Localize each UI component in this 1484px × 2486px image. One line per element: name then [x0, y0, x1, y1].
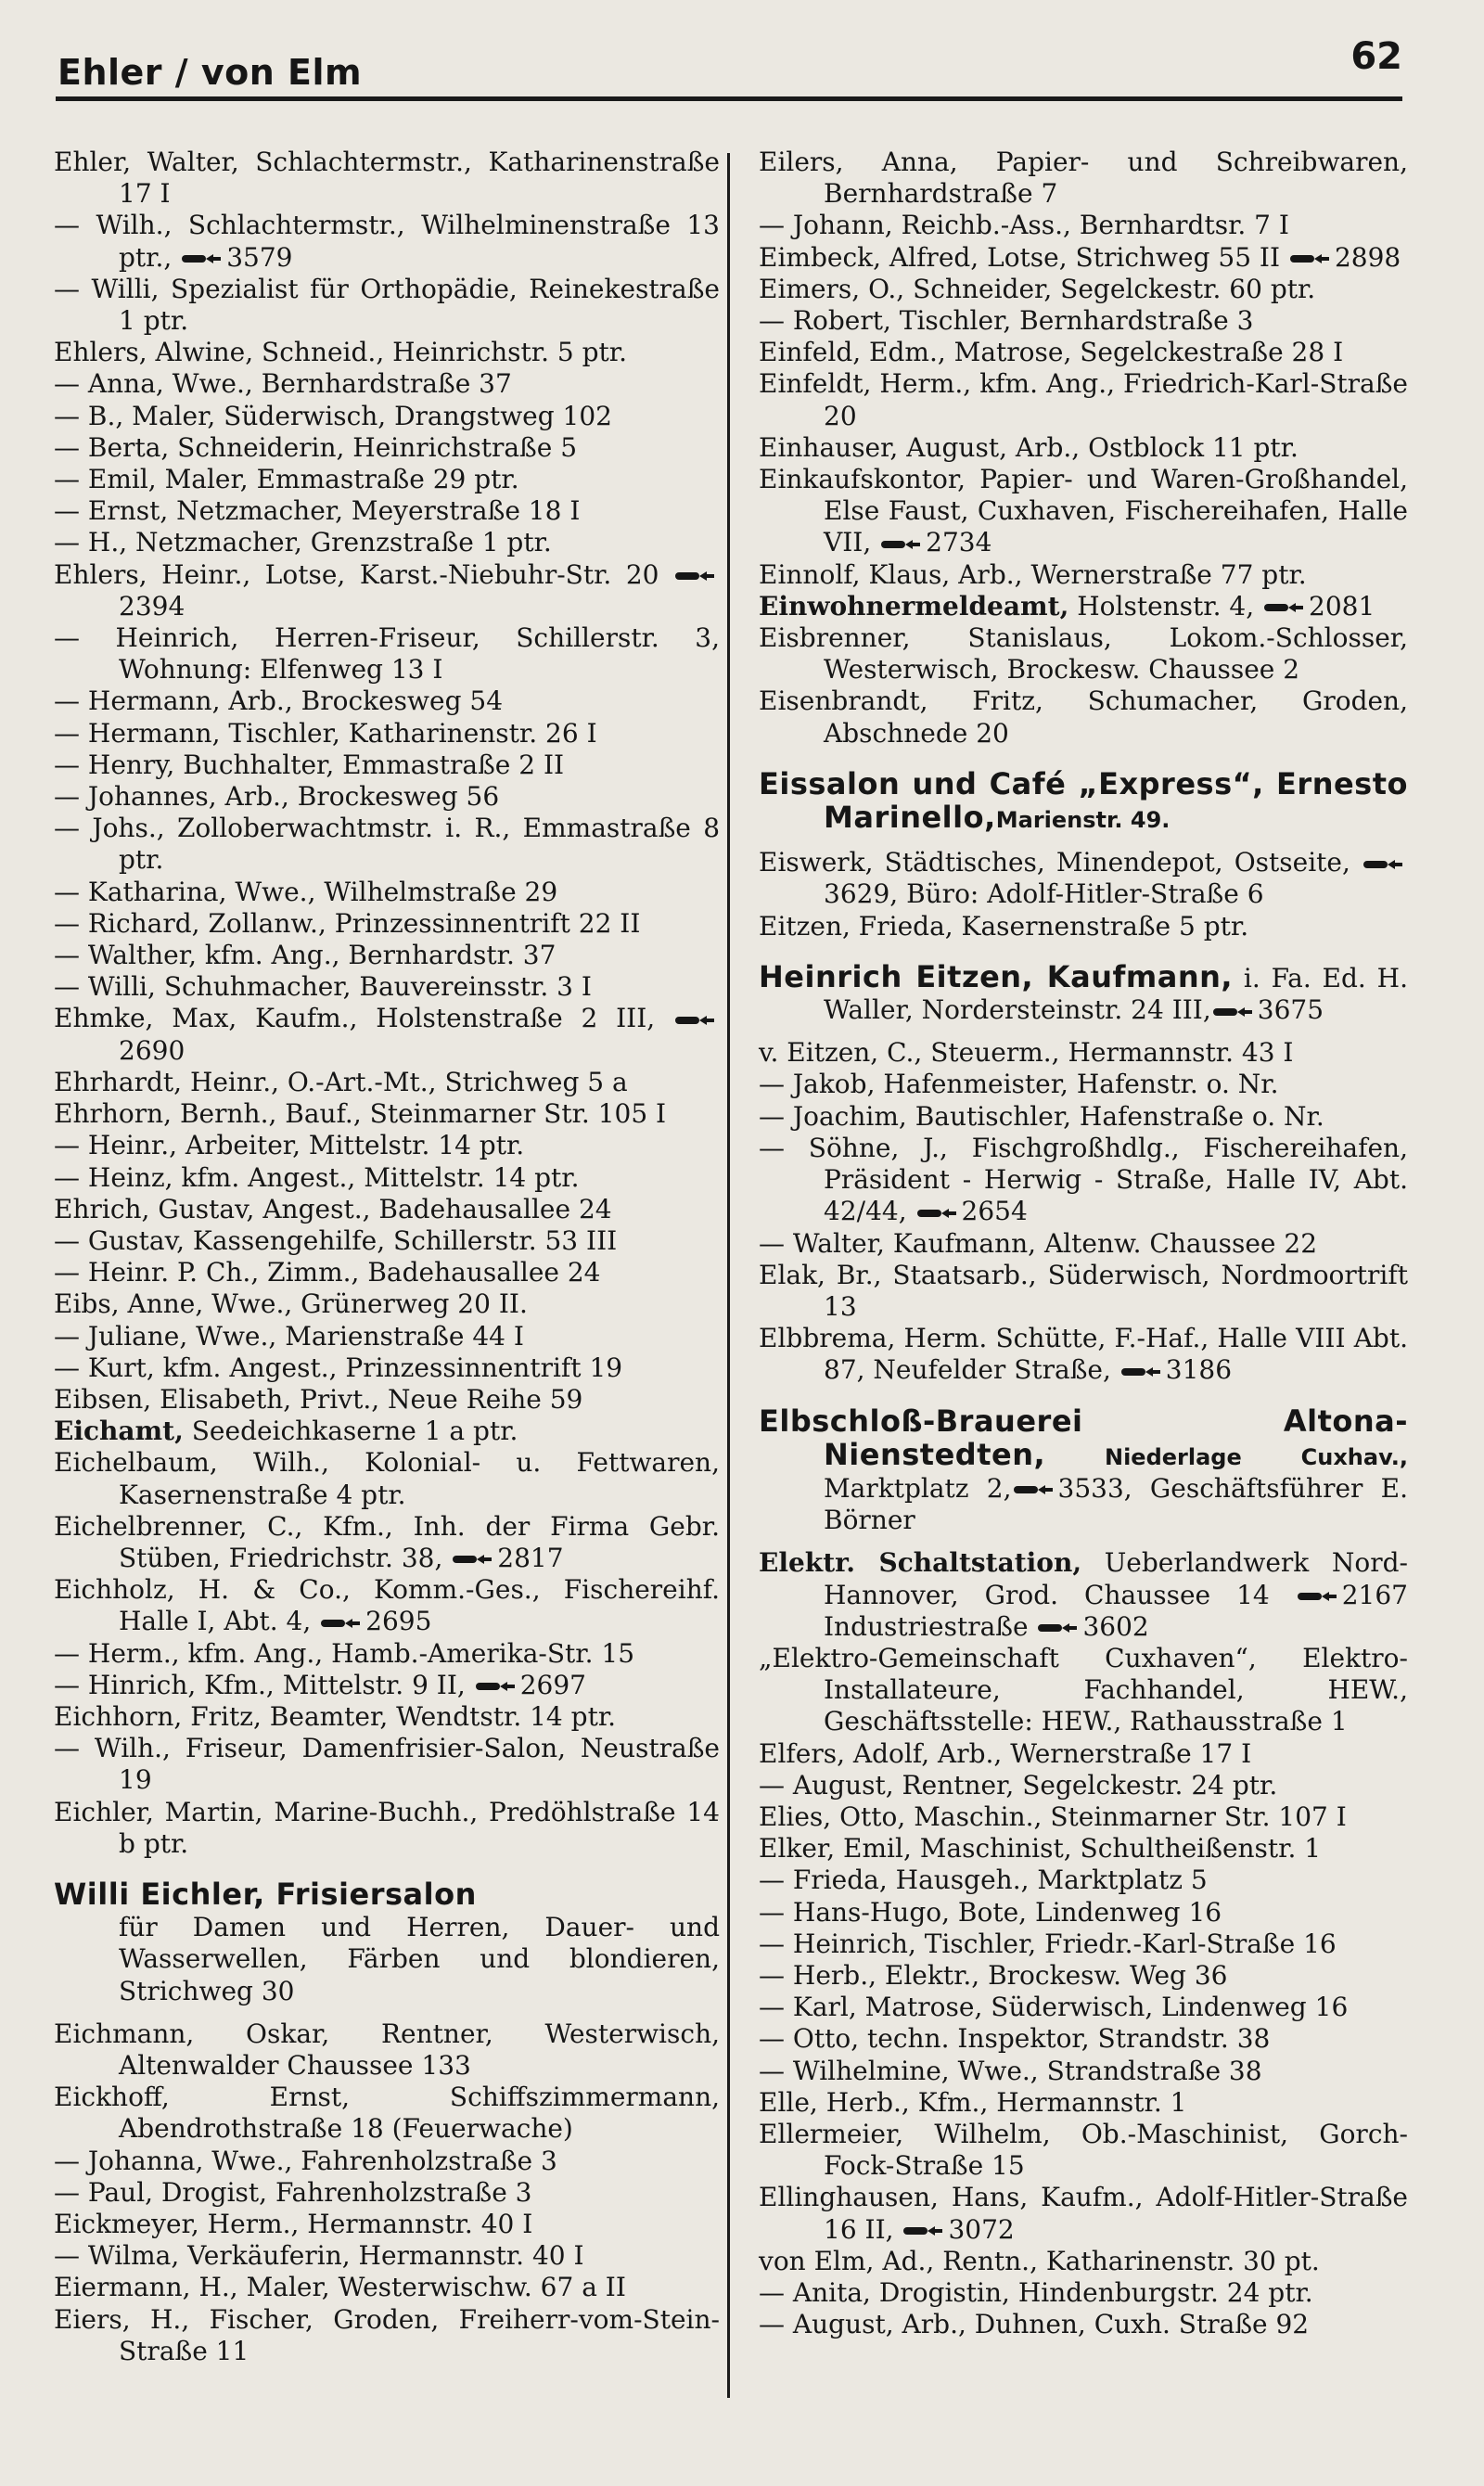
directory-entry — [54, 1384, 720, 1416]
ad-description-text: für Damen und Herren, Dauer- und Wasserwellen, Färben und blondieren, Strichweg 30 — [119, 1912, 720, 2006]
ad-tail-text: Marienstr. 49. — [995, 807, 1171, 834]
entry-text: Gustav, Kassengehilfe, Schillerstr. 53 III — [87, 1224, 618, 1256]
entry-text: Johs., Zolloberwachtmstr. i. R., Emmastraße 8 ptr. — [92, 813, 721, 876]
directory-entry — [54, 1797, 720, 1860]
sub-entry — [759, 1069, 1408, 1100]
entry-text: Elfers, Adolf, Arb., Wernerstraße 17 I — [759, 1737, 1252, 1769]
sub-entry — [54, 1162, 720, 1194]
advertisement-entry — [759, 765, 1408, 836]
telephone-icon — [182, 252, 221, 265]
phone-number: 2081 — [1309, 590, 1375, 622]
ad-spacer — [759, 1536, 1408, 1547]
entry-text: Eibsen, Elisabeth, Privt., Neue Reihe 59 — [54, 1383, 583, 1415]
sub-entry — [759, 1992, 1408, 2023]
directory-entry — [54, 2304, 720, 2367]
telephone-icon — [917, 1207, 956, 1220]
sub-entry — [54, 1257, 720, 1288]
right-column — [759, 147, 1408, 2340]
telephone-icon — [1121, 1365, 1160, 1378]
sub-entry — [759, 1228, 1408, 1260]
sub-entry — [54, 274, 720, 337]
sub-entry — [759, 1929, 1408, 1960]
entry-text: Johanna, Wwe., Fahrenholzstraße 3 — [87, 2145, 557, 2176]
sub-entry — [759, 2277, 1408, 2309]
sub-entry — [54, 527, 720, 558]
directory-entry — [759, 686, 1408, 749]
entry-text: Willi, Spezialist für Orthopädie, Reinekestraße 1 ptr. — [91, 273, 721, 337]
page-range-heading: Ehler / von Elm — [58, 52, 363, 93]
entry-text: Eibs, Anne, Wwe., Grünerweg 20 II. — [54, 1288, 528, 1320]
entry-text: Einfeldt, Herm., kfm. Ang., Friedrich-Karl-Straße 20 — [759, 368, 1408, 431]
entry-text: Eiswerk, Städtisches, Minendepot, Ostseite, — [759, 847, 1350, 878]
entry-text: Frieda, Hausgeh., Marktplatz 5 — [792, 1864, 1208, 1896]
directory-entry — [54, 2082, 720, 2145]
sub-entry — [759, 1101, 1408, 1133]
phone-number: 2898 — [1334, 241, 1401, 273]
entry-text: Juliane, Wwe., Marienstraße 44 I — [87, 1320, 524, 1352]
directory-entry — [54, 2209, 720, 2240]
entry-text: Wilh., Friseur, Damenfrisier-Salon, Neustraße 19 — [94, 1733, 721, 1796]
directory-entry — [759, 1323, 1408, 1386]
sub-entry — [759, 210, 1408, 241]
sub-entry — [759, 1960, 1408, 1992]
directory-entry — [54, 1701, 720, 1733]
directory-entry — [54, 1194, 720, 1225]
directory-entry — [54, 559, 720, 622]
entry-text: Joachim, Bautischler, Hafenstraße o. Nr. — [792, 1100, 1324, 1132]
telephone-icon — [1264, 601, 1303, 614]
entry-text: Eimers, O., Schneider, Segelckestr. 60 ptr. — [759, 273, 1316, 304]
entry-text: Herm., kfm. Ang., Hamb.-Amerika-Str. 15 — [87, 1637, 635, 1669]
entry-text: Heinrich, Tischler, Friedr.-Karl-Straße 16 — [792, 1928, 1337, 1959]
directory-entry — [759, 622, 1408, 686]
directory-entry — [759, 1547, 1408, 1643]
entry-text: Anita, Drogistin, Hindenburgstr. 24 ptr. — [792, 2277, 1313, 2308]
telephone-icon — [903, 2224, 942, 2237]
phone-number: 3675 — [1257, 994, 1324, 1026]
entry-text: Karl, Matrose, Süderwisch, Lindenweg 16 — [792, 1992, 1349, 2023]
entry-text: Elak, Br., Staatsarb., Süderwisch, Nordmoortrift 13 — [759, 1259, 1408, 1322]
advertisement-entry — [759, 1405, 1408, 1537]
ad-business-name: Willi Eichler, Frisiersalon — [54, 1876, 477, 1912]
entry-text: Holstenstr. 4, — [1068, 590, 1255, 622]
page-header — [58, 26, 1402, 100]
ad-tail-text: Niederlage Cuxhav., — [1045, 1443, 1408, 1470]
directory-entry — [54, 1416, 720, 1447]
entry-text: Wilma, Verkäuferin, Hermannstr. 40 I — [87, 2240, 584, 2272]
phone-number: 2734 — [926, 527, 992, 558]
sub-entry — [54, 210, 720, 273]
ad-business-name: Eissalon und Café „Express“, Ernesto Marinello, — [759, 765, 1408, 836]
entry-text: Berta, Schneiderin, Heinrichstraße 5 — [87, 431, 578, 463]
sub-entry — [54, 686, 720, 717]
directory-entry — [759, 1801, 1408, 1833]
entry-text: Einhauser, August, Arb., Ostblock 11 ptr. — [759, 431, 1298, 463]
entry-text: Ehmke, Max, Kaufm., Holstenstraße 2 III, — [54, 1003, 656, 1034]
sub-entry — [759, 1864, 1408, 1896]
directory-entry — [759, 1260, 1408, 1323]
directory-entry — [759, 464, 1408, 559]
advertisement-entry — [54, 1878, 720, 1912]
directory-entry — [759, 911, 1408, 942]
entry-text: Eisenbrandt, Fritz, Schumacher, Groden, Abschnede 20 — [759, 686, 1408, 749]
directory-entry — [54, 1511, 720, 1574]
sub-entry — [54, 908, 720, 940]
phone-number: 3186 — [1165, 1354, 1233, 1386]
entry-text: Elle, Herb., Kfm., Hermannstr. 1 — [759, 2086, 1187, 2118]
ad-spacer — [759, 1026, 1408, 1037]
entry-text: Ehlers, Heinr., Lotse, Karst.-Niebuhr-Str. 20 — [54, 558, 659, 590]
telephone-icon — [1014, 1483, 1053, 1496]
phone-number: 2817 — [497, 1542, 564, 1573]
entry-text: Einkaufskontor, Papier- und Waren-Großhandel, Else Faust, Cuxhaven, Fischereihafen, Halle VII, — [759, 464, 1408, 558]
phone-number: 3072 — [948, 2213, 1015, 2245]
entry-text: Ueberlandwerk Nord-Hannover, Grod. Chaussee 14 — [824, 1547, 1409, 1610]
sub-entry — [54, 622, 720, 686]
sub-entry — [54, 464, 720, 495]
entry-text: Eichhorn, Fritz, Beamter, Wendtstr. 14 ptr. — [54, 1700, 617, 1732]
ad-spacer — [54, 2007, 720, 2018]
entry-text: Ehrich, Gustav, Angest., Badehausallee 24 — [54, 1193, 612, 1224]
telephone-icon — [1038, 1621, 1077, 1634]
entry-text: Ehler, Walter, Schlachtermstr., Katharinenstraße 17 I — [54, 147, 720, 210]
sub-entry — [759, 2309, 1408, 2340]
telephone-icon — [1290, 252, 1329, 265]
entry-text: Einfeld, Edm., Matrose, Segelckestraße 28 I — [759, 337, 1344, 368]
entry-extra-text: Industriestraße — [824, 1610, 1029, 1642]
sub-entry — [54, 1733, 720, 1796]
entry-text: Ernst, Netzmacher, Meyerstraße 18 I — [87, 495, 581, 527]
phone-number: 2167 — [1341, 1579, 1408, 1610]
ad-spacer — [759, 836, 1408, 847]
sub-entry — [759, 1897, 1408, 1929]
phone-number: 2697 — [519, 1669, 586, 1700]
directory-entry — [759, 1643, 1408, 1738]
sub-entry — [759, 305, 1408, 337]
directory-entry — [54, 147, 720, 210]
entry-text: Elker, Emil, Maschinist, Schultheißenstr. 1 — [759, 1833, 1322, 1864]
entry-text: Eiermann, H., Maler, Westerwischw. 67 a II — [54, 2272, 626, 2303]
directory-entry — [759, 847, 1408, 910]
entry-text: Eilers, Anna, Papier- und Schreibwaren, Bernhardstraße 7 — [759, 147, 1408, 210]
entry-text: Eitzen, Frieda, Kasernenstraße 5 ptr. — [759, 910, 1249, 942]
entry-text: Paul, Drogist, Fahrenholzstraße 3 — [87, 2176, 532, 2208]
entry-text: Hinrich, Kfm., Mittelstr. 9 II, — [87, 1669, 466, 1700]
sub-entry — [54, 1225, 720, 1257]
entry-text: August, Rentner, Segelckestr. 24 ptr. — [792, 1769, 1278, 1800]
directory-entry — [54, 2018, 720, 2082]
entry-text: Hermann, Tischler, Katharinenstr. 26 I — [87, 717, 597, 749]
ad-spacer — [54, 1860, 720, 1878]
entry-text: B., Maler, Süderwisch, Drangstweg 102 — [87, 400, 612, 431]
entry-text: Elbbrema, Herm. Schütte, F.-Haf., Halle VIII Abt. 87, Neufelder Straße, — [759, 1323, 1408, 1386]
sub-entry — [54, 813, 720, 876]
sub-entry — [54, 495, 720, 527]
sub-entry — [759, 2056, 1408, 2087]
phone-number: 3602 — [1082, 1610, 1149, 1642]
entry-text: Eiers, H., Fischer, Groden, Freiherr-vom-Stein-Straße 11 — [54, 2303, 720, 2366]
telephone-icon — [453, 1553, 492, 1566]
entry-text: Ehlers, Alwine, Schneid., Heinrichstr. 5 ptr. — [54, 337, 627, 368]
phone-number: 2695 — [365, 1606, 432, 1637]
entry-text: Ehrhorn, Bernh., Bauf., Steinmarner Str. 105 I — [54, 1098, 667, 1130]
telephone-icon — [881, 538, 920, 551]
directory-entry — [759, 274, 1408, 305]
directory-entry — [759, 1738, 1408, 1770]
entry-text: Wilh., Schlachtermstr., Wilhelminenstraße 13 ptr., — [96, 210, 720, 273]
entry-text: Hans-Hugo, Bote, Lindenweg 16 — [792, 1896, 1222, 1928]
entry-text: Walther, kfm. Ang., Bernhardstr. 37 — [87, 940, 556, 971]
entry-text: Willi, Schuhmacher, Bauvereinsstr. 3 I — [87, 971, 592, 1003]
entry-text: von Elm, Ad., Rentn., Katharinenstr. 30 pt. — [759, 2245, 1320, 2276]
telephone-icon — [675, 570, 714, 583]
telephone-icon — [321, 1617, 360, 1630]
directory-entry — [759, 432, 1408, 464]
sub-entry — [54, 2177, 720, 2209]
directory-entry — [759, 337, 1408, 368]
entry-text: Emil, Maler, Emmastraße 29 ptr. — [87, 464, 519, 495]
sub-entry — [759, 1133, 1408, 1228]
entry-text: Eichmann, Oskar, Rentner, Westerwisch, Altenwalder Chaussee 133 — [54, 2018, 720, 2081]
entry-text: Heinr., Arbeiter, Mittelstr. 14 ptr. — [87, 1130, 525, 1161]
phone-number: 3579 — [226, 241, 293, 273]
entry-text: Söhne, J., Fischgroßhdlg., Fischereihafen, Präsident - Herwig - Straße, Halle IV, Abt. 42/44, — [808, 1132, 1408, 1227]
left-column — [54, 147, 720, 2367]
entry-text: Einnolf, Klaus, Arb., Wernerstraße 77 ptr. — [759, 558, 1307, 590]
entry-text: H., Netzmacher, Grenzstraße 1 ptr. — [87, 527, 552, 558]
entry-text: Henry, Buchhalter, Emmastraße 2 II — [87, 749, 565, 780]
directory-entry — [54, 337, 720, 368]
ad-business-name: Heinrich Eitzen, Kaufmann, — [759, 958, 1234, 994]
phone-number: 2654 — [961, 1196, 1028, 1227]
telephone-icon — [675, 1014, 714, 1027]
directory-entry — [759, 147, 1408, 210]
sub-entry — [54, 432, 720, 464]
entry-text: Ellermeier, Wilhelm, Ob.-Maschinist, Gorch-Fock-Straße 15 — [759, 2118, 1408, 2182]
directory-entry — [759, 2182, 1408, 2245]
directory-entry — [759, 1833, 1408, 1864]
entry-text: Otto, techn. Inspektor, Strandstr. 38 — [792, 2023, 1271, 2055]
sub-entry — [54, 368, 720, 400]
phone-number: 3533, — [1057, 1472, 1132, 1504]
entry-text: Kurt, kfm. Angest., Prinzessinnentrift 19 — [87, 1352, 623, 1383]
sub-entry — [54, 877, 720, 908]
entry-text: Eichholz, H. & Co., Komm.-Ges., Fischereihf. Halle I, Abt. 4, — [54, 1574, 720, 1637]
directory-entry — [759, 368, 1408, 431]
entry-text: Eisbrenner, Stanislaus, Lokom.-Schlosser, Westerwisch, Brockesw. Chaussee 2 — [759, 622, 1408, 686]
sub-entry — [54, 781, 720, 813]
entry-text: v. Eitzen, C., Steuerm., Hermannstr. 43 I — [759, 1037, 1294, 1069]
entry-text: Elies, Otto, Maschin., Steinmarner Str. 107 I — [759, 1800, 1347, 1832]
directory-entry — [54, 1003, 720, 1066]
ad-address: i. Fa. Ed. H. Waller, Nordersteinstr. 24 III, — [824, 962, 1408, 1026]
page-number: 62 — [1350, 35, 1402, 78]
entry-text: „Elektro-Gemeinschaft Cuxhaven“, Elektro-Installateure, Fachhandel, HEW., Geschäftsstelle: HEW., Rathausstraße 1 — [759, 1642, 1408, 1737]
sub-entry — [54, 750, 720, 781]
phone-number: 3629, — [824, 878, 899, 910]
sub-entry — [759, 1770, 1408, 1801]
telephone-icon — [1213, 1006, 1252, 1019]
entry-text: Herb., Elektr., Brockesw. Weg 36 — [792, 1959, 1228, 1991]
ad-spacer — [759, 750, 1408, 768]
entry-bold-name: Einwohnermeldeamt, — [759, 590, 1069, 622]
ad-description — [54, 1912, 720, 2007]
directory-entry — [759, 242, 1408, 274]
sub-entry — [54, 940, 720, 971]
directory-entry — [54, 1067, 720, 1098]
directory-entry — [759, 591, 1408, 622]
sub-entry — [54, 1352, 720, 1384]
entry-text: Ellinghausen, Hans, Kaufm., Adolf-Hitler-Straße 16 II, — [759, 2182, 1408, 2245]
entry-text: Jakob, Hafenmeister, Hafenstr. o. Nr. — [792, 1069, 1279, 1100]
entry-text: Johannes, Arb., Brockesweg 56 — [87, 781, 500, 813]
ad-extra-text: Geschäftsführer E. Börner — [824, 1472, 1408, 1536]
directory-entry — [54, 1574, 720, 1637]
sub-entry — [54, 971, 720, 1003]
advertisement-entry — [759, 958, 1408, 1026]
entry-text: Richard, Zollanw., Prinzessinnentrift 22 II — [87, 907, 641, 939]
header-rule — [56, 96, 1402, 101]
entry-text: Hermann, Arb., Brockesweg 54 — [87, 686, 504, 717]
ad-address: Marktplatz 2, — [824, 1472, 1012, 1504]
entry-text: Heinz, kfm. Angest., Mittelstr. 14 ptr. — [87, 1161, 580, 1193]
directory-entry — [54, 1288, 720, 1320]
entry-text: Eickmeyer, Herm., Hermannstr. 40 I — [54, 2209, 533, 2239]
sub-entry — [54, 718, 720, 750]
entry-text: Heinrich, Herren-Friseur, Schillerstr. 3, Wohnung: Elfenweg 13 I — [115, 622, 720, 686]
directory-entry — [54, 1447, 720, 1510]
directory-entry — [759, 559, 1408, 591]
sub-entry — [54, 1670, 720, 1701]
directory-entry — [54, 2272, 720, 2303]
entry-bold-name: Eichamt, — [54, 1416, 184, 1447]
sub-entry — [54, 2240, 720, 2272]
entry-text: Robert, Tischler, Bernhardstraße 3 — [792, 305, 1254, 337]
entry-extra-text: Büro: Adolf-Hitler-Straße 6 — [898, 878, 1264, 910]
sub-entry — [54, 401, 720, 432]
ad-business-name: Elbschloß-Brauerei Altona-Nienstedten, — [759, 1403, 1408, 1472]
directory-entry — [759, 1037, 1408, 1069]
phone-number: 2690 — [119, 1034, 186, 1066]
telephone-icon — [1363, 858, 1402, 871]
directory-entry — [54, 1098, 720, 1130]
sub-entry — [759, 2023, 1408, 2055]
telephone-icon — [476, 1680, 515, 1693]
phone-number: 2394 — [119, 590, 186, 622]
entry-text: Eickhoff, Ernst, Schiffszimmermann, Abendrothstraße 18 (Feuerwache) — [54, 2082, 720, 2145]
column-divider — [727, 153, 730, 2398]
entry-text: Ehrhardt, Heinr., O.-Art.-Mt., Strichweg 5 a — [54, 1066, 628, 1097]
telephone-icon — [1298, 1590, 1337, 1603]
entry-text: Eichelbaum, Wilh., Kolonial- u. Fettwaren, Kasernenstraße 4 ptr. — [54, 1447, 720, 1510]
entry-text: Walter, Kaufmann, Altenw. Chaussee 22 — [792, 1227, 1318, 1259]
sub-entry — [54, 1130, 720, 1161]
directory-entry — [759, 2119, 1408, 2182]
entry-bold-name: Elektr. Schaltstation, — [759, 1547, 1082, 1579]
entry-text: Johann, Reichb.-Ass., Bernhardtsr. 7 I — [792, 210, 1289, 241]
directory-entry — [759, 2087, 1408, 2119]
entry-text: Eichelbrenner, C., Kfm., Inh. der Firma Gebr. Stüben, Friedrichstr. 38, — [54, 1510, 720, 1573]
sub-entry — [54, 1321, 720, 1352]
entry-text: Seedeichkaserne 1 a ptr. — [183, 1416, 518, 1447]
entry-text: Anna, Wwe., Bernhardstraße 37 — [87, 368, 512, 400]
entry-text: Katharina, Wwe., Wilhelmstraße 29 — [87, 876, 558, 907]
ad-spacer — [759, 942, 1408, 961]
entry-text: Wilhelmine, Wwe., Strandstraße 38 — [792, 2055, 1262, 2086]
sub-entry — [54, 1638, 720, 1670]
entry-text: Eimbeck, Alfred, Lotse, Strichweg 55 II — [759, 241, 1281, 273]
entry-text: Heinr. P. Ch., Zimm., Badehausallee 24 — [87, 1257, 601, 1288]
entry-text: August, Arb., Duhnen, Cuxh. Straße 92 — [792, 2309, 1310, 2340]
directory-entry — [759, 2246, 1408, 2277]
sub-entry — [54, 2146, 720, 2177]
entry-text: Eichler, Martin, Marine-Buchh., Predöhlstraße 14 b ptr. — [54, 1796, 720, 1859]
ad-spacer — [759, 1387, 1408, 1405]
